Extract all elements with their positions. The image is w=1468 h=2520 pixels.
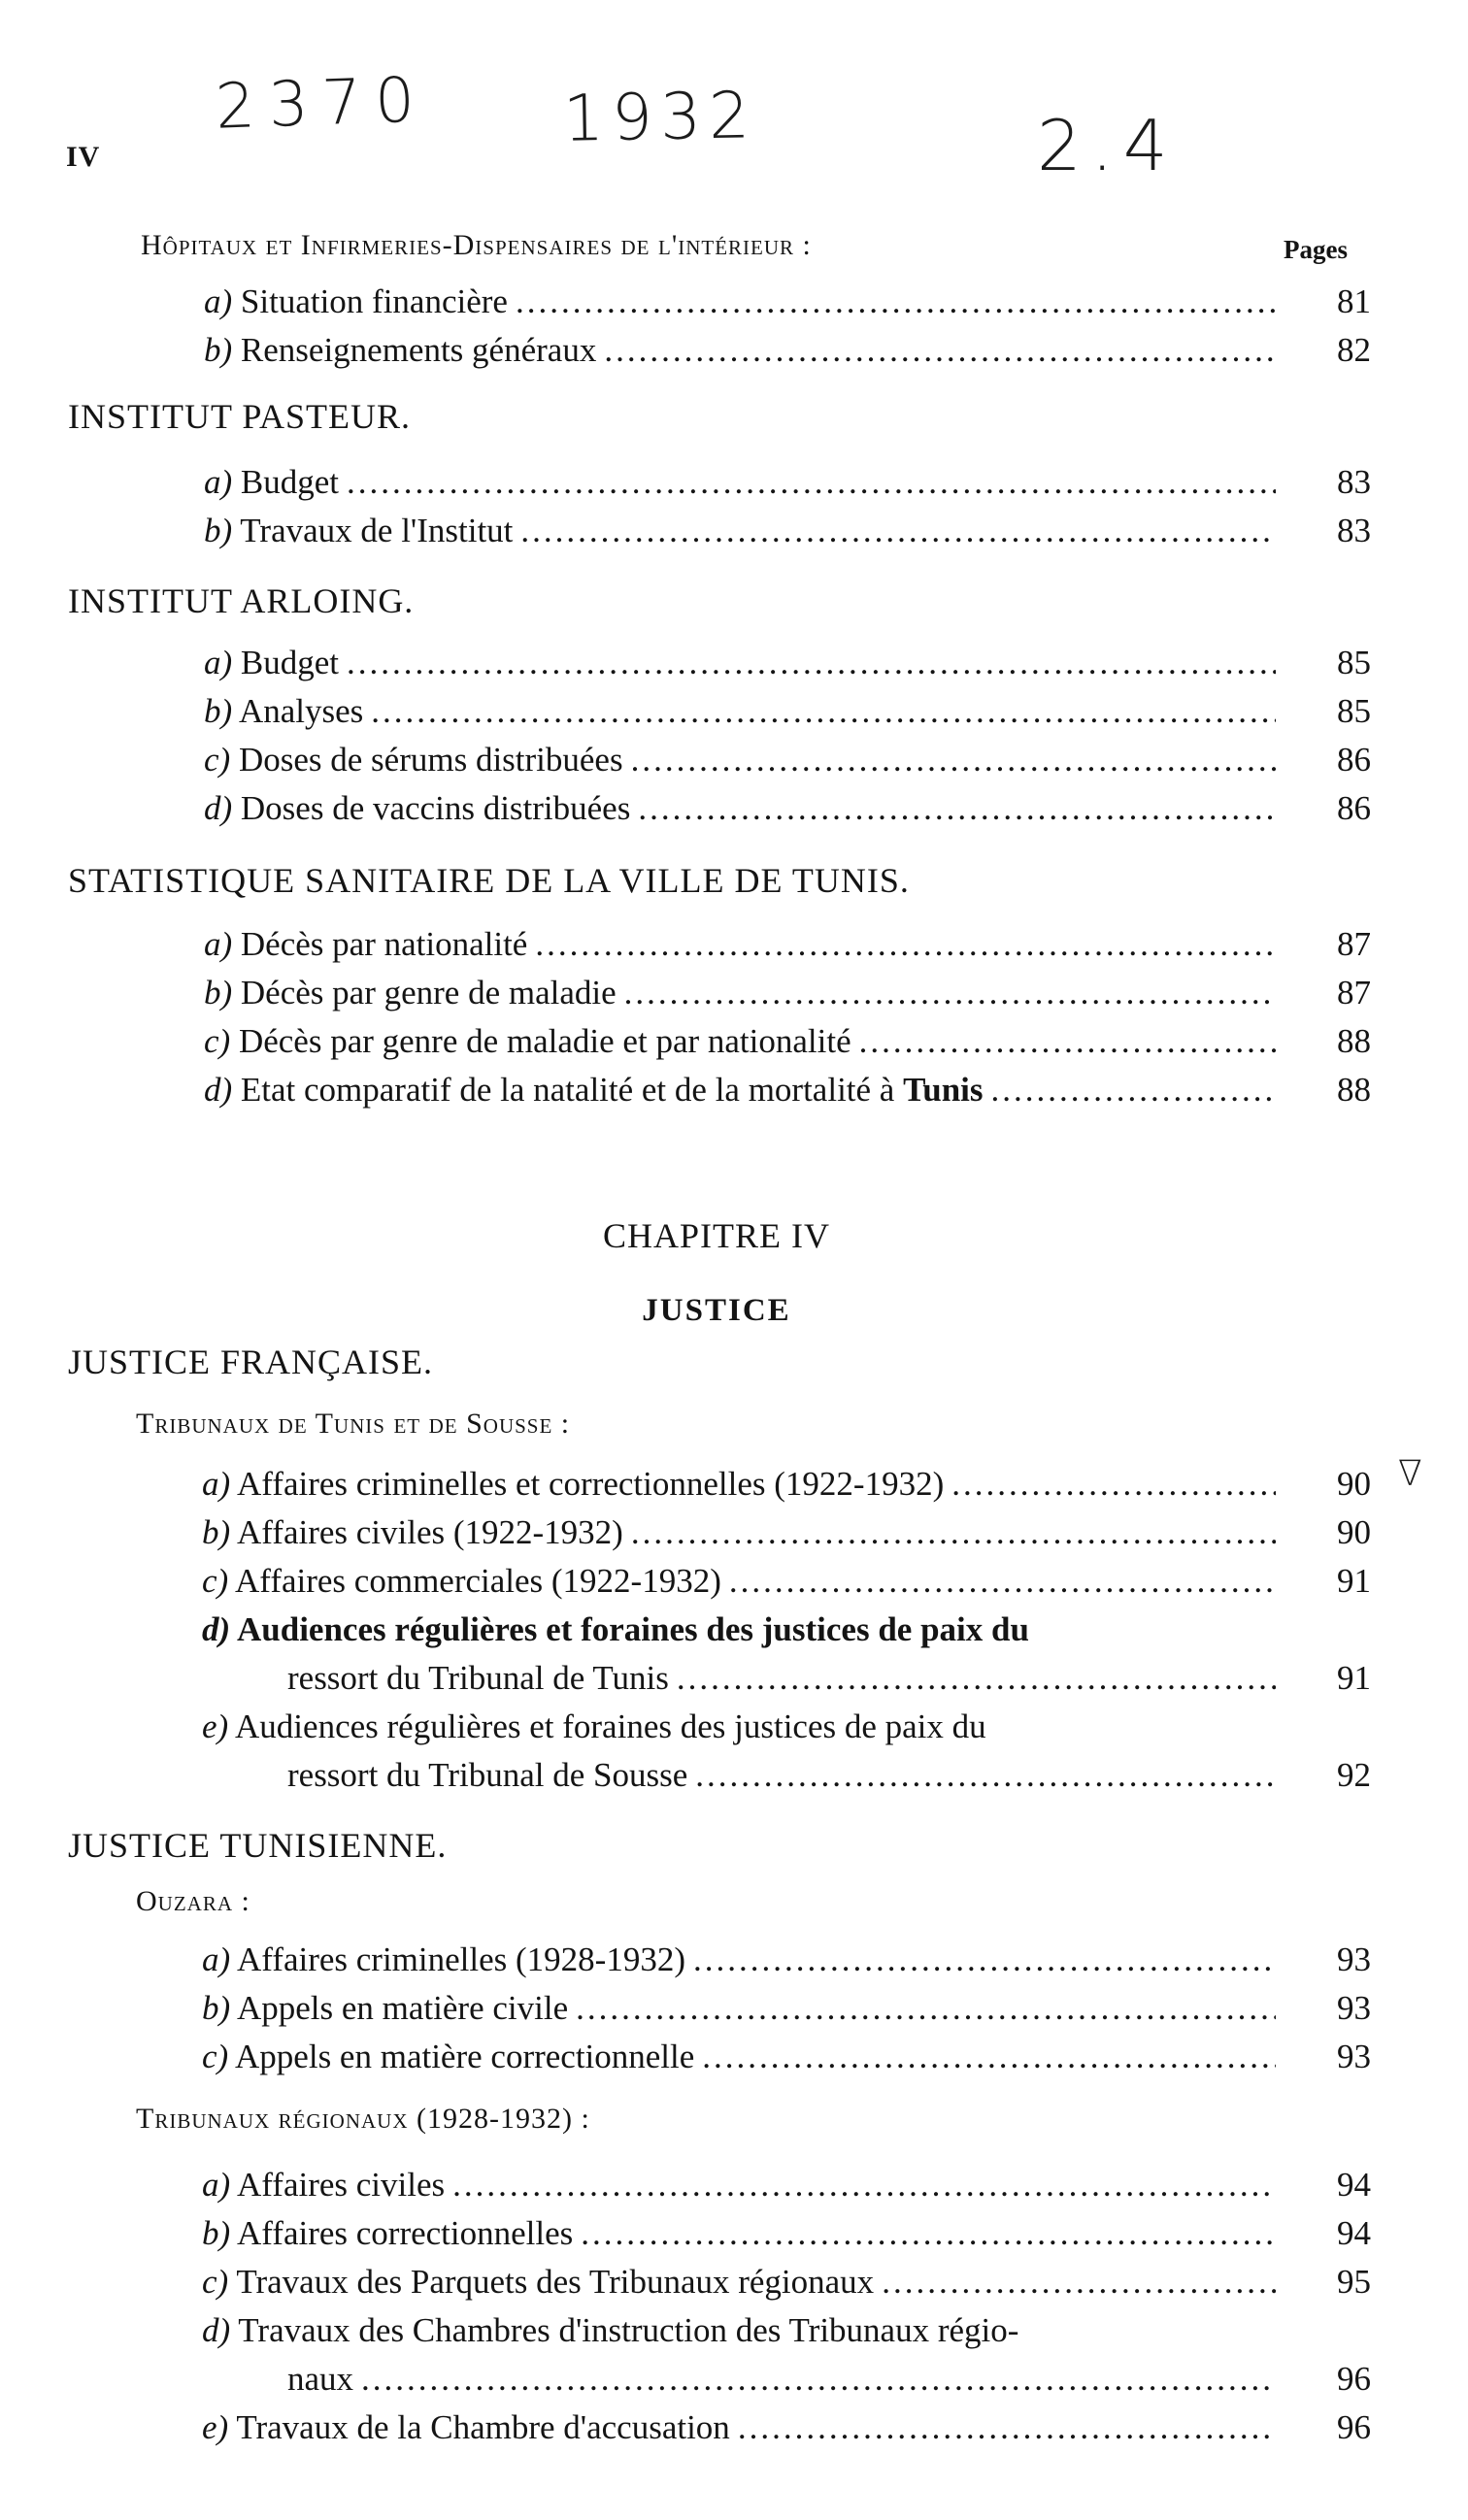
- toc-entry: b) Travaux de l'Institut .....: [204, 507, 1284, 555]
- toc-entry-first-line: e) Audiences régulières et foraines des justices de paix du: [202, 1708, 986, 1745]
- section-heading-hopitaux: Hôpitaux et Infirmeries-Dispensaires de l'intérieur :: [141, 229, 812, 261]
- pages-column-label: Pages: [1284, 235, 1348, 264]
- chapter-title: CHAPITRE IV: [603, 1216, 830, 1255]
- section-title-justice-tunisienne: JUSTICE TUNISIENNE.: [68, 1826, 448, 1865]
- page-ref: 82: [1337, 331, 1371, 369]
- toc-entry: a) Décès par nationalité .....: [204, 920, 1284, 969]
- subheading-ouzara: Ouzara :: [136, 1885, 250, 1917]
- toc-entry: a) Budget .....: [204, 458, 1284, 507]
- page-ref: 94: [1337, 2214, 1371, 2252]
- toc-entry: b) Appels en matière civile .....: [202, 1984, 1284, 2033]
- subheading-tribunaux-tunis-sousse: Tribunaux de Tunis et de Sousse :: [136, 1408, 571, 1440]
- page-ref: 92: [1337, 1756, 1371, 1794]
- toc-entry: b) Décès par genre de maladie .....: [204, 969, 1284, 1017]
- section-title-statistique-sanitaire: STATISTIQUE SANITAIRE DE LA VILLE DE TUNIS.: [68, 861, 910, 900]
- page-ref: 86: [1337, 789, 1371, 827]
- section-title-justice-francaise: JUSTICE FRANÇAISE.: [68, 1343, 434, 1381]
- page-ref: 93: [1337, 1989, 1371, 2027]
- toc-entry: b) Analyses .....: [204, 687, 1284, 736]
- page-ref: 85: [1337, 644, 1371, 681]
- toc-entry: b) Affaires civiles (1922-1932) .....: [202, 1509, 1284, 1557]
- toc-entry: a) Situation financière .....: [204, 278, 1284, 326]
- page-ref: 83: [1337, 463, 1371, 501]
- toc-entry: b) Renseignements généraux .....: [204, 326, 1284, 375]
- toc-entry: a) Affaires civiles .....: [202, 2161, 1284, 2209]
- chapter-subtitle: JUSTICE: [642, 1293, 791, 1328]
- toc-entry-first-line: d) Travaux des Chambres d'instruction des Tribunaux régio-: [202, 2311, 1019, 2349]
- handwritten-note-ref: 2.4: [1037, 105, 1178, 186]
- section-title-institut-pasteur: INSTITUT PASTEUR.: [68, 397, 412, 436]
- page-ref: 96: [1337, 2360, 1371, 2398]
- page-ref: 91: [1337, 1659, 1371, 1697]
- toc-entry-continuation: ressort du Tribunal de Sousse .....: [287, 1751, 1284, 1800]
- toc-entry: d) Etat comparatif de la natalité et de la mortalité à Tunis .....: [204, 1066, 1284, 1114]
- toc-entry: c) Affaires commerciales (1922-1932) .....: [202, 1557, 1284, 1606]
- page-ref: 93: [1337, 2038, 1371, 2075]
- page-ref: 90: [1337, 1513, 1371, 1551]
- toc-entry: a) Affaires criminelles et correctionnelles (1922-1932) .....: [202, 1460, 1284, 1509]
- handwritten-note-number: 2370: [214, 64, 430, 144]
- page-ref: 88: [1337, 1071, 1371, 1109]
- handwritten-margin-mark: ∇: [1398, 1454, 1422, 1494]
- page-ref: 86: [1337, 741, 1371, 779]
- page-ref: 96: [1337, 2408, 1371, 2446]
- toc-entry-continuation: ressort du Tribunal de Tunis .....: [287, 1654, 1284, 1703]
- section-title-institut-arloing: INSTITUT ARLOING.: [68, 581, 415, 620]
- page-ref: 85: [1337, 692, 1371, 730]
- subheading-tribunaux-regionaux: Tribunaux régionaux (1928-1932) :: [136, 2103, 590, 2135]
- page-ref: 83: [1337, 512, 1371, 549]
- toc-entry: b) Affaires correctionnelles .....: [202, 2209, 1284, 2258]
- toc-entry: a) Budget .....: [204, 639, 1284, 687]
- page-number: IV: [66, 141, 101, 173]
- toc-entry: c) Doses de sérums distribuées .....: [204, 736, 1284, 784]
- page-ref: 90: [1337, 1465, 1371, 1503]
- page-ref: 94: [1337, 2166, 1371, 2204]
- toc-entry: c) Appels en matière correctionnelle .....: [202, 2033, 1284, 2081]
- page-ref: 91: [1337, 1562, 1371, 1600]
- page-ref: 95: [1337, 2263, 1371, 2301]
- toc-entry: c) Décès par genre de maladie et par nationalité .....: [204, 1017, 1284, 1066]
- page-ref: 81: [1337, 282, 1371, 320]
- toc-entry: c) Travaux des Parquets des Tribunaux régionaux .....: [202, 2258, 1284, 2306]
- toc-entry-first-line: d) Audiences régulières et foraines des justices de paix du: [202, 1610, 1029, 1648]
- handwritten-note-year: 1932: [562, 78, 758, 156]
- page-ref: 87: [1337, 974, 1371, 1011]
- toc-entry: d) Doses de vaccins distribuées .....: [204, 784, 1284, 833]
- page-ref: 93: [1337, 1940, 1371, 1978]
- toc-entry-continuation: naux .....: [287, 2355, 1284, 2404]
- toc-entry: a) Affaires criminelles (1928-1932) .....: [202, 1936, 1284, 1984]
- page-ref: 87: [1337, 925, 1371, 963]
- page-ref: 88: [1337, 1022, 1371, 1060]
- toc-entry: e) Travaux de la Chambre d'accusation .....: [202, 2404, 1284, 2452]
